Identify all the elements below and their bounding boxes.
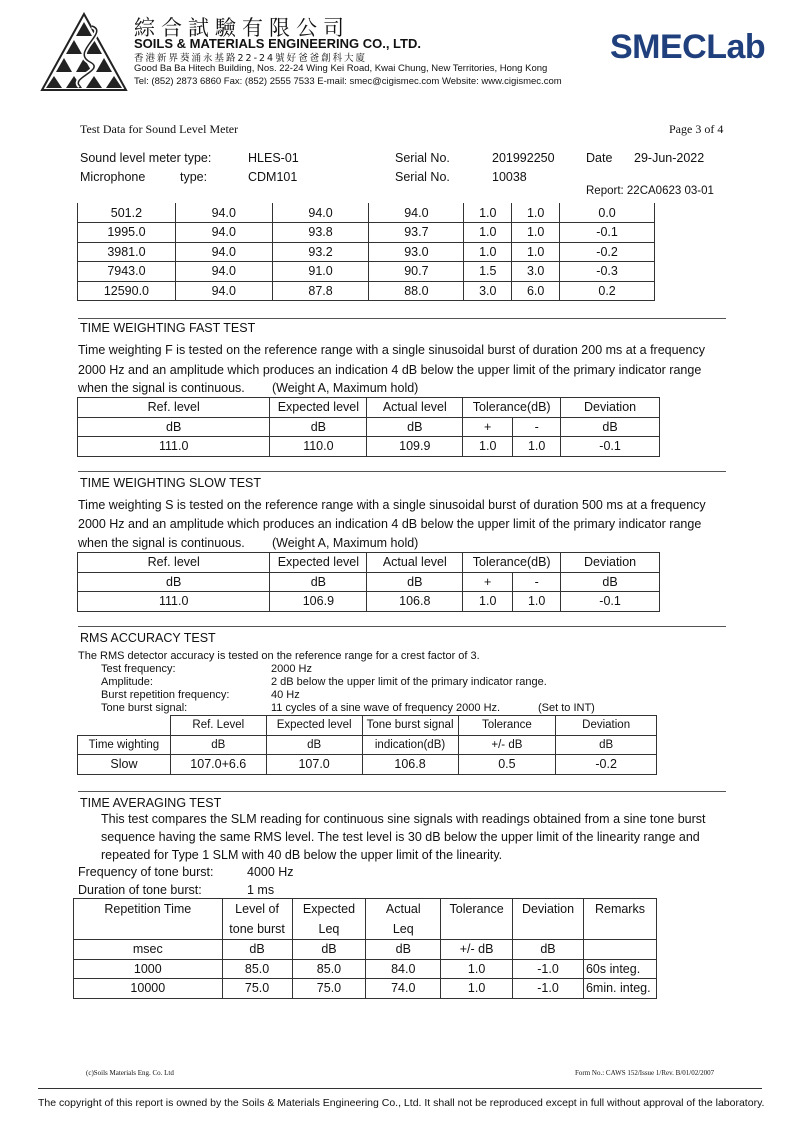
fast-unit: dB — [561, 417, 660, 437]
slow-head-tolerance: Tolerance(dB) — [463, 553, 561, 573]
rms-set-note: (Set to INT) — [538, 702, 595, 714]
serial2-label: Serial No. — [395, 170, 450, 184]
slow-test-line-3: when the signal is continuous. — [78, 536, 245, 550]
slow-test-title: TIME WEIGHTING SLOW TEST — [80, 476, 262, 490]
avg-head — [513, 920, 584, 940]
fast-unit: + — [463, 417, 513, 437]
fast-cell: -0.1 — [561, 437, 660, 457]
slow-test-line-2: 2000 Hz and an amplitude which produces an indication 4 dB below the upper limit of the primary indicator range — [78, 517, 702, 531]
fast-head-deviation: Deviation — [561, 398, 660, 418]
freq-cell: 0.2 — [560, 281, 655, 301]
freq-cell: 1.5 — [464, 262, 512, 282]
freq-cell: 1995.0 — [78, 223, 176, 243]
avg-head — [441, 920, 513, 940]
avg-cell: 1.0 — [441, 959, 513, 979]
slow-unit: dB — [78, 572, 270, 592]
slow-test-line-1: Time weighting S is tested on the reference range with a single sinusoidal burst of duration 500 ms at a frequency — [78, 498, 706, 512]
fast-test-table — [77, 397, 660, 457]
freq-cell: 94.0 — [175, 203, 272, 223]
slow-cell: 1.0 — [463, 592, 513, 612]
rms-cell: 107.0 — [266, 755, 362, 775]
date-label: Date — [586, 151, 613, 165]
freq-cell: 1.0 — [512, 203, 560, 223]
avg-head — [74, 920, 223, 940]
avg-test-title: TIME AVERAGING TEST — [80, 796, 222, 810]
rms-unit: dB — [266, 735, 362, 755]
company-contact: Tel: (852) 2873 6860 Fax: (852) 2555 7533 E-mail: smec@cigismec.com Website: www.cigismec.com — [134, 76, 562, 87]
avg-unit — [583, 940, 656, 960]
freq-cell: -0.2 — [560, 242, 655, 262]
table-row — [78, 242, 655, 262]
rms-intro: The RMS detector accuracy is tested on the reference range for a crest factor of 3. — [78, 650, 480, 662]
avg-dur-value: 1 ms — [247, 883, 275, 897]
freq-cell: 6.0 — [512, 281, 560, 301]
fast-head-ref: Ref. level — [78, 398, 270, 418]
freq-cell: 1.0 — [464, 203, 512, 223]
fast-cell: 111.0 — [78, 437, 270, 457]
avg-cell: 1000 — [74, 959, 223, 979]
slow-cell: 1.0 — [513, 592, 561, 612]
freq-cell: 94.0 — [175, 262, 272, 282]
freq-cell: 90.7 — [369, 262, 464, 282]
avg-cell: 75.0 — [292, 979, 366, 999]
avg-cell: 85.0 — [292, 959, 366, 979]
rms-corner — [78, 716, 171, 736]
meter-type-value: HLES-01 — [248, 151, 299, 165]
company-address-en: Good Ba Ba Hitech Building, Nos. 22-24 Wing Kei Road, Kwai Chung, New Territories, Hong Kong — [134, 63, 548, 74]
freq-cell: 91.0 — [272, 262, 369, 282]
slow-head-ref: Ref. level — [78, 553, 270, 573]
avg-unit: dB — [513, 940, 584, 960]
rms-unit: indication(dB) — [362, 735, 458, 755]
avg-line-3: repeated for Type 1 SLM with 40 dB below the upper limit of the linearity. — [101, 848, 503, 862]
microphone-label: Microphone — [80, 170, 146, 184]
avg-head: Level of — [222, 899, 292, 920]
rms-head-expected: Expected level — [266, 716, 362, 736]
footer-left: (c)Soils Materials Eng. Co. Ltd — [86, 1069, 174, 1077]
avg-head: Remarks — [583, 899, 656, 920]
rms-head-tone: Tone burst signal — [362, 716, 458, 736]
serial-value: 201992250 — [492, 151, 555, 165]
rms-param-value: 2000 Hz — [271, 663, 312, 675]
fast-test-line-2: 2000 Hz and an amplitude which produces an indication 4 dB below the upper limit of the primary indicator range — [78, 363, 702, 377]
slow-unit: - — [513, 572, 561, 592]
report-number: Report: 22CA0623 03-01 — [586, 185, 714, 197]
avg-head: Tolerance — [441, 899, 513, 920]
rms-unit: dB — [170, 735, 266, 755]
company-address-cn: 香港新界葵涌永基路22-24號好爸爸創科大廈 — [134, 53, 368, 64]
fast-cell: 1.0 — [513, 437, 561, 457]
fast-unit: dB — [367, 417, 463, 437]
avg-cell: -1.0 — [513, 959, 584, 979]
fast-unit: - — [513, 417, 561, 437]
serial2-value: 10038 — [492, 170, 527, 184]
avg-test-table — [73, 898, 657, 999]
slow-head-expected: Expected level — [270, 553, 367, 573]
rms-param-label: Amplitude: — [101, 676, 153, 688]
freq-cell: 12590.0 — [78, 281, 176, 301]
rms-unit: dB — [556, 735, 657, 755]
freq-cell: 0.0 — [560, 203, 655, 223]
table-row — [78, 203, 655, 223]
freq-cell: 94.0 — [175, 223, 272, 243]
rms-head-deviation: Deviation — [556, 716, 657, 736]
rms-unit: +/- dB — [458, 735, 556, 755]
slow-head-actual: Actual level — [367, 553, 463, 573]
rms-cell: -0.2 — [556, 755, 657, 775]
avg-head: Leq — [292, 920, 366, 940]
freq-cell: 94.0 — [369, 203, 464, 223]
rms-cell: 107.0+6.6 — [170, 755, 266, 775]
freq-cell: 3.0 — [512, 262, 560, 282]
avg-unit: dB — [222, 940, 292, 960]
avg-head: Deviation — [513, 899, 584, 920]
avg-cell: 1.0 — [441, 979, 513, 999]
fast-cell: 109.9 — [367, 437, 463, 457]
company-logo — [40, 12, 128, 92]
freq-cell: 1.0 — [464, 223, 512, 243]
fast-unit: dB — [78, 417, 270, 437]
fast-test-note: (Weight A, Maximum hold) — [272, 381, 419, 395]
fast-head-tolerance: Tolerance(dB) — [463, 398, 561, 418]
avg-head — [583, 920, 656, 940]
rms-row-label: Time wighting — [78, 735, 171, 755]
avg-cell: 74.0 — [366, 979, 441, 999]
avg-cell: 75.0 — [222, 979, 292, 999]
company-name-en: SOILS & MATERIALS ENGINEERING CO., LTD. — [134, 36, 421, 51]
rms-param-value: 11 cycles of a sine wave of frequency 2000 Hz. — [271, 702, 501, 714]
rms-param-label: Tone burst signal: — [101, 702, 188, 714]
slow-cell: 111.0 — [78, 592, 270, 612]
freq-cell: 1.0 — [512, 223, 560, 243]
rms-param-value: 2 dB below the upper limit of the primary indicator range. — [271, 676, 547, 688]
microphone-type-label: type: — [180, 170, 208, 184]
copyright-notice: The copyright of this report is owned by the Soils & Materials Engineering Co., Ltd. It shall not be reproduced except in full without approval of the laboratory. — [38, 1097, 765, 1109]
microphone-value: CDM101 — [248, 170, 298, 184]
avg-dur-label: Duration of tone burst: — [78, 883, 202, 897]
page-number: Page 3 of 4 — [669, 122, 724, 136]
freq-cell: 93.0 — [369, 242, 464, 262]
rms-param-label: Burst repetition frequency: — [101, 689, 230, 701]
avg-head: Repetition Time — [74, 899, 223, 920]
avg-head: Actual — [366, 899, 441, 920]
avg-cell: 6min. integ. — [583, 979, 656, 999]
rms-cell: 0.5 — [458, 755, 556, 775]
freq-cell: 1.0 — [512, 242, 560, 262]
company-name-cn: 綜合試驗有限公司 — [134, 16, 350, 40]
freq-cell: 94.0 — [175, 242, 272, 262]
freq-cell: 3981.0 — [78, 242, 176, 262]
rms-param-value: 40 Hz — [271, 689, 300, 701]
avg-freq-value: 4000 Hz — [247, 865, 294, 879]
date-value: 29-Jun-2022 — [634, 151, 705, 165]
slow-unit: + — [463, 572, 513, 592]
meter-type-label: Sound level meter type: — [80, 151, 212, 165]
slow-cell: 106.8 — [367, 592, 463, 612]
fast-head-actual: Actual level — [367, 398, 463, 418]
freq-cell: 501.2 — [78, 203, 176, 223]
slow-unit: dB — [561, 572, 660, 592]
table-row — [78, 223, 655, 243]
avg-head: Expected — [292, 899, 366, 920]
slow-head-deviation: Deviation — [561, 553, 660, 573]
rms-head-ref: Ref. Level — [170, 716, 266, 736]
rms-head-tolerance: Tolerance — [458, 716, 556, 736]
slow-cell: 106.9 — [270, 592, 367, 612]
slow-test-table — [77, 552, 660, 612]
avg-line-1: This test compares the SLM reading for continuous sine signals with readings obtained from a sine tone burst — [101, 812, 706, 826]
frequency-response-table — [77, 203, 655, 301]
freq-cell: 94.0 — [272, 203, 369, 223]
avg-head: Leq — [366, 920, 441, 940]
avg-head: tone burst — [222, 920, 292, 940]
fast-test-line-1: Time weighting F is tested on the reference range with a single sinusoidal burst of duration 200 ms at a frequency — [78, 343, 705, 357]
freq-cell: 7943.0 — [78, 262, 176, 282]
table-row — [78, 262, 655, 282]
fast-test-line-3: when the signal is continuous. — [78, 381, 245, 395]
avg-unit: +/- dB — [441, 940, 513, 960]
avg-cell: 85.0 — [222, 959, 292, 979]
freq-cell: 93.7 — [369, 223, 464, 243]
fast-cell: 110.0 — [270, 437, 367, 457]
avg-unit: msec — [74, 940, 223, 960]
freq-cell: 93.8 — [272, 223, 369, 243]
avg-cell: 84.0 — [366, 959, 441, 979]
rms-test-title: RMS ACCURACY TEST — [80, 631, 216, 645]
brand-logo-text: SMECLab — [610, 28, 766, 66]
freq-cell: 87.8 — [272, 281, 369, 301]
freq-cell: 93.2 — [272, 242, 369, 262]
serial-label: Serial No. — [395, 151, 450, 165]
freq-cell: -0.1 — [560, 223, 655, 243]
rms-cell: 106.8 — [362, 755, 458, 775]
slow-test-note: (Weight A, Maximum hold) — [272, 536, 419, 550]
slow-unit: dB — [270, 572, 367, 592]
fast-head-expected: Expected level — [270, 398, 367, 418]
table-row — [78, 281, 655, 301]
avg-unit: dB — [366, 940, 441, 960]
freq-cell: 1.0 — [464, 242, 512, 262]
footer-right: Form No.: CAWS 152/Issue 1/Rev. B/01/02/2007 — [575, 1069, 715, 1077]
rms-cell: Slow — [78, 755, 171, 775]
freq-cell: 94.0 — [175, 281, 272, 301]
fast-unit: dB — [270, 417, 367, 437]
avg-freq-label: Frequency of tone burst: — [78, 865, 214, 879]
fast-cell: 1.0 — [463, 437, 513, 457]
avg-cell: -1.0 — [513, 979, 584, 999]
avg-cell: 60s integ. — [583, 959, 656, 979]
freq-cell: 88.0 — [369, 281, 464, 301]
freq-cell: -0.3 — [560, 262, 655, 282]
rms-param-label: Test frequency: — [101, 663, 176, 675]
avg-cell: 10000 — [74, 979, 223, 999]
slow-unit: dB — [367, 572, 463, 592]
slow-cell: -0.1 — [561, 592, 660, 612]
document-title: Test Data for Sound Level Meter — [80, 122, 239, 136]
rms-test-table — [77, 715, 657, 775]
fast-test-title: TIME WEIGHTING FAST TEST — [80, 321, 256, 335]
avg-unit: dB — [292, 940, 366, 960]
avg-line-2: sequence having the same RMS level. The test level is 30 dB below the upper limit of the linearity range and — [101, 830, 700, 844]
freq-cell: 3.0 — [464, 281, 512, 301]
